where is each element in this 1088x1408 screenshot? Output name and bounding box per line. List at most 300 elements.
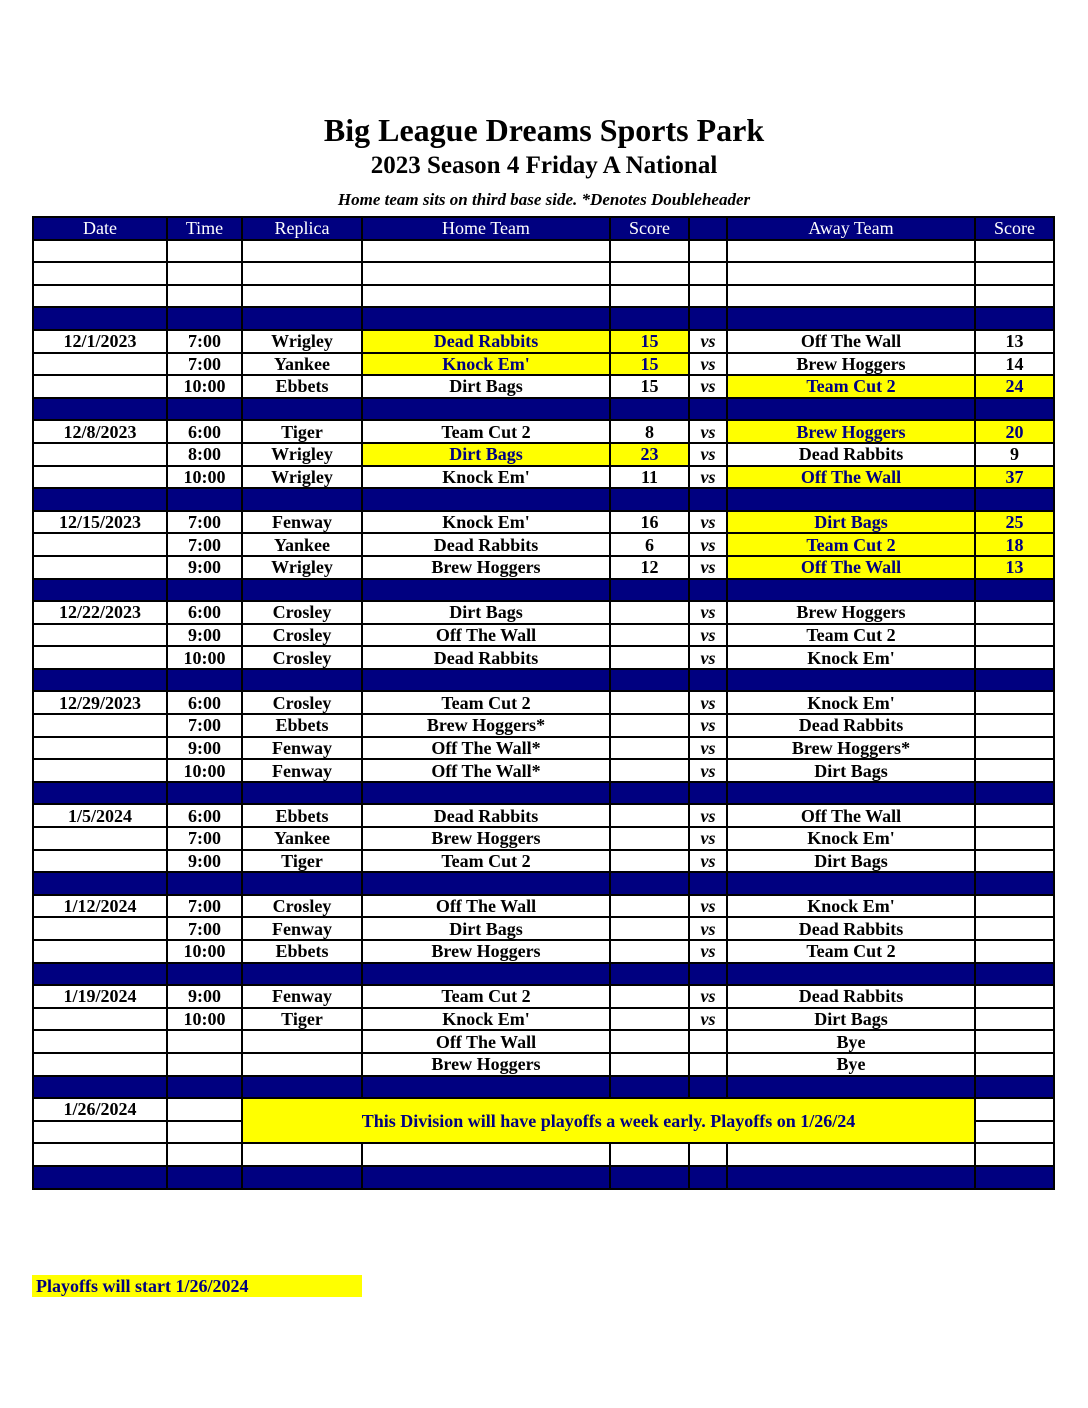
game-date	[33, 917, 167, 940]
home-team: Dirt Bags	[362, 375, 610, 398]
empty-cell	[727, 285, 975, 308]
empty-cell	[689, 240, 727, 263]
away-score	[975, 985, 1054, 1008]
away-score: 13	[975, 556, 1054, 579]
home-team: Team Cut 2	[362, 850, 610, 873]
vs-label: vs	[689, 985, 727, 1008]
game-row	[33, 511, 1054, 534]
separator-cell	[727, 1076, 975, 1099]
game-row	[33, 420, 1054, 443]
game-date: 1/19/2024	[33, 985, 167, 1008]
col-header-date: Date	[33, 217, 167, 240]
empty-cell	[167, 285, 242, 308]
separator-cell	[610, 488, 689, 511]
separator-cell	[167, 1166, 242, 1189]
game-time: 10:00	[167, 1008, 242, 1031]
vs-label: vs	[689, 353, 727, 376]
home-team: Knock Em'	[362, 466, 610, 489]
away-score: 9	[975, 443, 1054, 466]
vs-label	[689, 1030, 727, 1053]
away-score: 24	[975, 375, 1054, 398]
game-field: Yankee	[242, 533, 362, 556]
away-team: Off The Wall	[727, 804, 975, 827]
empty-cell	[33, 240, 167, 263]
game-time: 7:00	[167, 511, 242, 534]
away-score	[975, 940, 1054, 963]
home-score	[610, 601, 689, 624]
empty-cell	[362, 1143, 610, 1166]
home-team: Brew Hoggers	[362, 827, 610, 850]
game-field: Wrigley	[242, 330, 362, 353]
game-row	[33, 895, 1054, 918]
game-date	[33, 1008, 167, 1031]
separator-cell	[689, 1076, 727, 1099]
separator-cell	[689, 872, 727, 895]
separator-cell	[242, 963, 362, 986]
home-score	[610, 737, 689, 760]
empty-cell	[167, 1143, 242, 1166]
empty-cell	[610, 262, 689, 285]
game-time: 10:00	[167, 759, 242, 782]
away-team: Knock Em'	[727, 827, 975, 850]
home-team: Knock Em'	[362, 353, 610, 376]
game-field: Wrigley	[242, 466, 362, 489]
home-score	[610, 940, 689, 963]
home-score	[610, 691, 689, 714]
footer-note: Playoffs will start 1/26/2024	[32, 1275, 362, 1297]
separator-cell	[689, 782, 727, 805]
separator-cell	[975, 488, 1054, 511]
away-team: Team Cut 2	[727, 375, 975, 398]
game-row	[33, 466, 1054, 489]
home-score	[610, 1008, 689, 1031]
home-team: Team Cut 2	[362, 691, 610, 714]
home-score: 8	[610, 420, 689, 443]
game-row	[33, 443, 1054, 466]
vs-label: vs	[689, 533, 727, 556]
game-field: Ebbets	[242, 714, 362, 737]
game-time: 8:00	[167, 443, 242, 466]
separator-cell	[610, 307, 689, 330]
game-time: 7:00	[167, 827, 242, 850]
separator-cell	[242, 669, 362, 692]
separator-row	[33, 307, 1054, 330]
vs-label: vs	[689, 466, 727, 489]
away-team: Dirt Bags	[727, 1008, 975, 1031]
away-team: Dead Rabbits	[727, 443, 975, 466]
home-score	[610, 895, 689, 918]
header-row	[33, 217, 1054, 240]
separator-cell	[727, 488, 975, 511]
empty-cell	[242, 240, 362, 263]
away-team: Knock Em'	[727, 691, 975, 714]
home-score: 6	[610, 533, 689, 556]
vs-label: vs	[689, 556, 727, 579]
home-score	[610, 985, 689, 1008]
separator-cell	[242, 1076, 362, 1099]
game-time: 9:00	[167, 985, 242, 1008]
separator-cell	[975, 398, 1054, 421]
vs-label: vs	[689, 511, 727, 534]
separator-cell	[689, 307, 727, 330]
col-header-home-score: Score	[610, 217, 689, 240]
away-score	[975, 895, 1054, 918]
separator-cell	[362, 963, 610, 986]
away-team: Team Cut 2	[727, 624, 975, 647]
separator-cell	[689, 398, 727, 421]
game-field: Tiger	[242, 1008, 362, 1031]
separator-row	[33, 579, 1054, 602]
separator-cell	[362, 579, 610, 602]
separator-cell	[33, 307, 167, 330]
home-score: 15	[610, 330, 689, 353]
home-score	[610, 646, 689, 669]
away-team: Team Cut 2	[727, 533, 975, 556]
game-date: 12/8/2023	[33, 420, 167, 443]
game-row	[33, 375, 1054, 398]
empty-cell	[727, 240, 975, 263]
empty-cell	[33, 1143, 167, 1166]
game-date	[33, 556, 167, 579]
game-field: Crosley	[242, 646, 362, 669]
game-time: 6:00	[167, 804, 242, 827]
home-team: Off The Wall*	[362, 737, 610, 760]
home-team: Brew Hoggers	[362, 940, 610, 963]
away-team: Dead Rabbits	[727, 917, 975, 940]
home-team: Brew Hoggers	[362, 1053, 610, 1076]
game-field: Ebbets	[242, 940, 362, 963]
game-date	[33, 850, 167, 873]
game-field	[242, 1053, 362, 1076]
game-row	[33, 1053, 1054, 1076]
separator-cell	[362, 782, 610, 805]
vs-label: vs	[689, 737, 727, 760]
separator-cell	[975, 782, 1054, 805]
away-score	[975, 691, 1054, 714]
game-field: Crosley	[242, 601, 362, 624]
separator-row	[33, 488, 1054, 511]
vs-label: vs	[689, 804, 727, 827]
vs-label: vs	[689, 895, 727, 918]
separator-cell	[33, 1166, 167, 1189]
home-score	[610, 714, 689, 737]
separator-cell	[727, 398, 975, 421]
game-row	[33, 759, 1054, 782]
game-date	[33, 940, 167, 963]
game-field: Yankee	[242, 827, 362, 850]
empty-cell	[610, 285, 689, 308]
away-score: 13	[975, 330, 1054, 353]
home-team: Team Cut 2	[362, 420, 610, 443]
game-field: Ebbets	[242, 804, 362, 827]
away-team: Off The Wall	[727, 556, 975, 579]
game-time: 7:00	[167, 330, 242, 353]
vs-label: vs	[689, 375, 727, 398]
separator-cell	[362, 398, 610, 421]
separator-cell	[362, 872, 610, 895]
home-score	[610, 917, 689, 940]
away-score: 14	[975, 353, 1054, 376]
game-row	[33, 624, 1054, 647]
separator-row	[33, 872, 1054, 895]
empty-cell	[167, 262, 242, 285]
empty-cell	[610, 240, 689, 263]
page-subtitle: 2023 Season 4 Friday A National	[370, 152, 718, 179]
game-time: 10:00	[167, 375, 242, 398]
blank-row	[33, 1143, 1054, 1166]
game-time: 9:00	[167, 624, 242, 647]
separator-row	[33, 782, 1054, 805]
home-team: Brew Hoggers*	[362, 714, 610, 737]
game-date	[33, 375, 167, 398]
game-row	[33, 714, 1054, 737]
separator-row	[33, 963, 1054, 986]
separator-cell	[610, 872, 689, 895]
empty-cell	[167, 1098, 242, 1121]
separator-cell	[689, 1166, 727, 1189]
empty-cell	[242, 1143, 362, 1166]
home-score	[610, 624, 689, 647]
separator-cell	[167, 669, 242, 692]
game-field: Wrigley	[242, 556, 362, 579]
separator-cell	[242, 488, 362, 511]
game-time	[167, 1030, 242, 1053]
game-date: 1/5/2024	[33, 804, 167, 827]
game-field: Wrigley	[242, 443, 362, 466]
separator-cell	[689, 669, 727, 692]
separator-cell	[610, 579, 689, 602]
game-time: 6:00	[167, 691, 242, 714]
separator-cell	[33, 872, 167, 895]
separator-row	[33, 1076, 1054, 1099]
home-score: 12	[610, 556, 689, 579]
empty-cell	[242, 262, 362, 285]
home-team: Off The Wall	[362, 624, 610, 647]
away-score	[975, 1053, 1054, 1076]
away-score	[975, 601, 1054, 624]
game-date: 1/12/2024	[33, 895, 167, 918]
away-score	[975, 850, 1054, 873]
separator-cell	[362, 307, 610, 330]
game-row	[33, 827, 1054, 850]
game-row	[33, 940, 1054, 963]
schedule-body	[33, 240, 1054, 1189]
separator-cell	[242, 398, 362, 421]
game-row	[33, 601, 1054, 624]
separator-cell	[610, 1076, 689, 1099]
separator-cell	[362, 1076, 610, 1099]
separator-cell	[167, 579, 242, 602]
away-team: Dirt Bags	[727, 759, 975, 782]
home-score	[610, 804, 689, 827]
game-date: 12/22/2023	[33, 601, 167, 624]
separator-cell	[33, 398, 167, 421]
game-date: 12/1/2023	[33, 330, 167, 353]
separator-cell	[727, 669, 975, 692]
game-field: Yankee	[242, 353, 362, 376]
home-team: Dirt Bags	[362, 917, 610, 940]
separator-row	[33, 398, 1054, 421]
away-score	[975, 804, 1054, 827]
game-date	[33, 1030, 167, 1053]
blank-row	[33, 285, 1054, 308]
vs-label: vs	[689, 601, 727, 624]
separator-row	[33, 1166, 1054, 1189]
game-time: 10:00	[167, 940, 242, 963]
home-team: Brew Hoggers	[362, 556, 610, 579]
empty-cell	[362, 240, 610, 263]
vs-label: vs	[689, 420, 727, 443]
separator-cell	[610, 782, 689, 805]
away-team: Knock Em'	[727, 646, 975, 669]
game-field: Crosley	[242, 624, 362, 647]
home-score	[610, 827, 689, 850]
empty-cell	[689, 262, 727, 285]
playoffs-date: 1/26/2024	[33, 1098, 167, 1121]
game-time: 9:00	[167, 556, 242, 579]
separator-cell	[362, 1166, 610, 1189]
game-date: 12/15/2023	[33, 511, 167, 534]
separator-cell	[242, 782, 362, 805]
game-time: 7:00	[167, 353, 242, 376]
empty-cell	[975, 262, 1054, 285]
game-time: 9:00	[167, 850, 242, 873]
away-team: Dirt Bags	[727, 511, 975, 534]
game-time: 10:00	[167, 466, 242, 489]
separator-cell	[362, 669, 610, 692]
empty-cell	[242, 285, 362, 308]
vs-label: vs	[689, 1008, 727, 1031]
away-score	[975, 1008, 1054, 1031]
vs-label: vs	[689, 850, 727, 873]
game-date	[33, 1053, 167, 1076]
game-row	[33, 691, 1054, 714]
game-row	[33, 804, 1054, 827]
separator-cell	[33, 782, 167, 805]
away-score: 18	[975, 533, 1054, 556]
game-field: Tiger	[242, 850, 362, 873]
separator-cell	[33, 488, 167, 511]
page-title: Big League Dreams Sports Park	[323, 112, 765, 148]
away-team: Brew Hoggers	[727, 353, 975, 376]
away-team: Brew Hoggers	[727, 420, 975, 443]
separator-cell	[975, 307, 1054, 330]
game-field: Fenway	[242, 985, 362, 1008]
game-time: 6:00	[167, 420, 242, 443]
away-score	[975, 759, 1054, 782]
game-field: Crosley	[242, 691, 362, 714]
separator-cell	[689, 963, 727, 986]
away-score	[975, 1030, 1054, 1053]
game-time: 7:00	[167, 533, 242, 556]
separator-cell	[33, 963, 167, 986]
separator-cell	[242, 872, 362, 895]
away-team: Knock Em'	[727, 895, 975, 918]
separator-cell	[167, 782, 242, 805]
home-team: Knock Em'	[362, 511, 610, 534]
game-field: Tiger	[242, 420, 362, 443]
vs-label: vs	[689, 940, 727, 963]
separator-cell	[727, 1166, 975, 1189]
game-row	[33, 737, 1054, 760]
home-score: 16	[610, 511, 689, 534]
separator-cell	[975, 1076, 1054, 1099]
separator-cell	[975, 963, 1054, 986]
game-date	[33, 646, 167, 669]
empty-cell	[362, 262, 610, 285]
home-team: Dead Rabbits	[362, 646, 610, 669]
separator-cell	[689, 488, 727, 511]
home-team: Dirt Bags	[362, 443, 610, 466]
schedule-table	[32, 216, 1055, 1190]
away-score	[975, 624, 1054, 647]
game-row	[33, 646, 1054, 669]
empty-cell	[689, 285, 727, 308]
col-header-home-team: Home Team	[362, 217, 610, 240]
game-date	[33, 714, 167, 737]
away-score: 37	[975, 466, 1054, 489]
away-score: 25	[975, 511, 1054, 534]
away-team: Bye	[727, 1053, 975, 1076]
separator-cell	[975, 579, 1054, 602]
game-field: Fenway	[242, 917, 362, 940]
empty-cell	[727, 1143, 975, 1166]
separator-cell	[33, 1076, 167, 1099]
game-date: 12/29/2023	[33, 691, 167, 714]
game-field: Fenway	[242, 737, 362, 760]
game-field: Ebbets	[242, 375, 362, 398]
empty-cell	[975, 1098, 1054, 1121]
game-row	[33, 917, 1054, 940]
empty-cell	[975, 1143, 1054, 1166]
game-row	[33, 850, 1054, 873]
empty-cell	[167, 1121, 242, 1144]
away-team: Bye	[727, 1030, 975, 1053]
page-note: Home team sits on third base side. *Denotes Doubleheader	[337, 190, 751, 209]
col-header-time: Time	[167, 217, 242, 240]
game-row	[33, 1030, 1054, 1053]
home-score	[610, 759, 689, 782]
game-field: Fenway	[242, 511, 362, 534]
playoffs-row	[33, 1098, 1054, 1121]
game-date	[33, 443, 167, 466]
separator-cell	[610, 963, 689, 986]
home-score	[610, 1053, 689, 1076]
empty-cell	[727, 262, 975, 285]
game-row	[33, 533, 1054, 556]
away-score: 20	[975, 420, 1054, 443]
separator-cell	[242, 1166, 362, 1189]
game-row	[33, 556, 1054, 579]
game-time: 10:00	[167, 646, 242, 669]
away-score	[975, 737, 1054, 760]
game-date	[33, 759, 167, 782]
away-team: Dead Rabbits	[727, 985, 975, 1008]
separator-cell	[33, 669, 167, 692]
vs-label: vs	[689, 691, 727, 714]
game-time	[167, 1053, 242, 1076]
col-header-away-team: Away Team	[727, 217, 975, 240]
home-team: Dead Rabbits	[362, 804, 610, 827]
vs-label: vs	[689, 330, 727, 353]
game-row	[33, 1008, 1054, 1031]
game-row	[33, 985, 1054, 1008]
separator-cell	[167, 307, 242, 330]
separator-cell	[727, 782, 975, 805]
empty-cell	[975, 1121, 1054, 1144]
separator-cell	[727, 579, 975, 602]
home-team: Dead Rabbits	[362, 533, 610, 556]
